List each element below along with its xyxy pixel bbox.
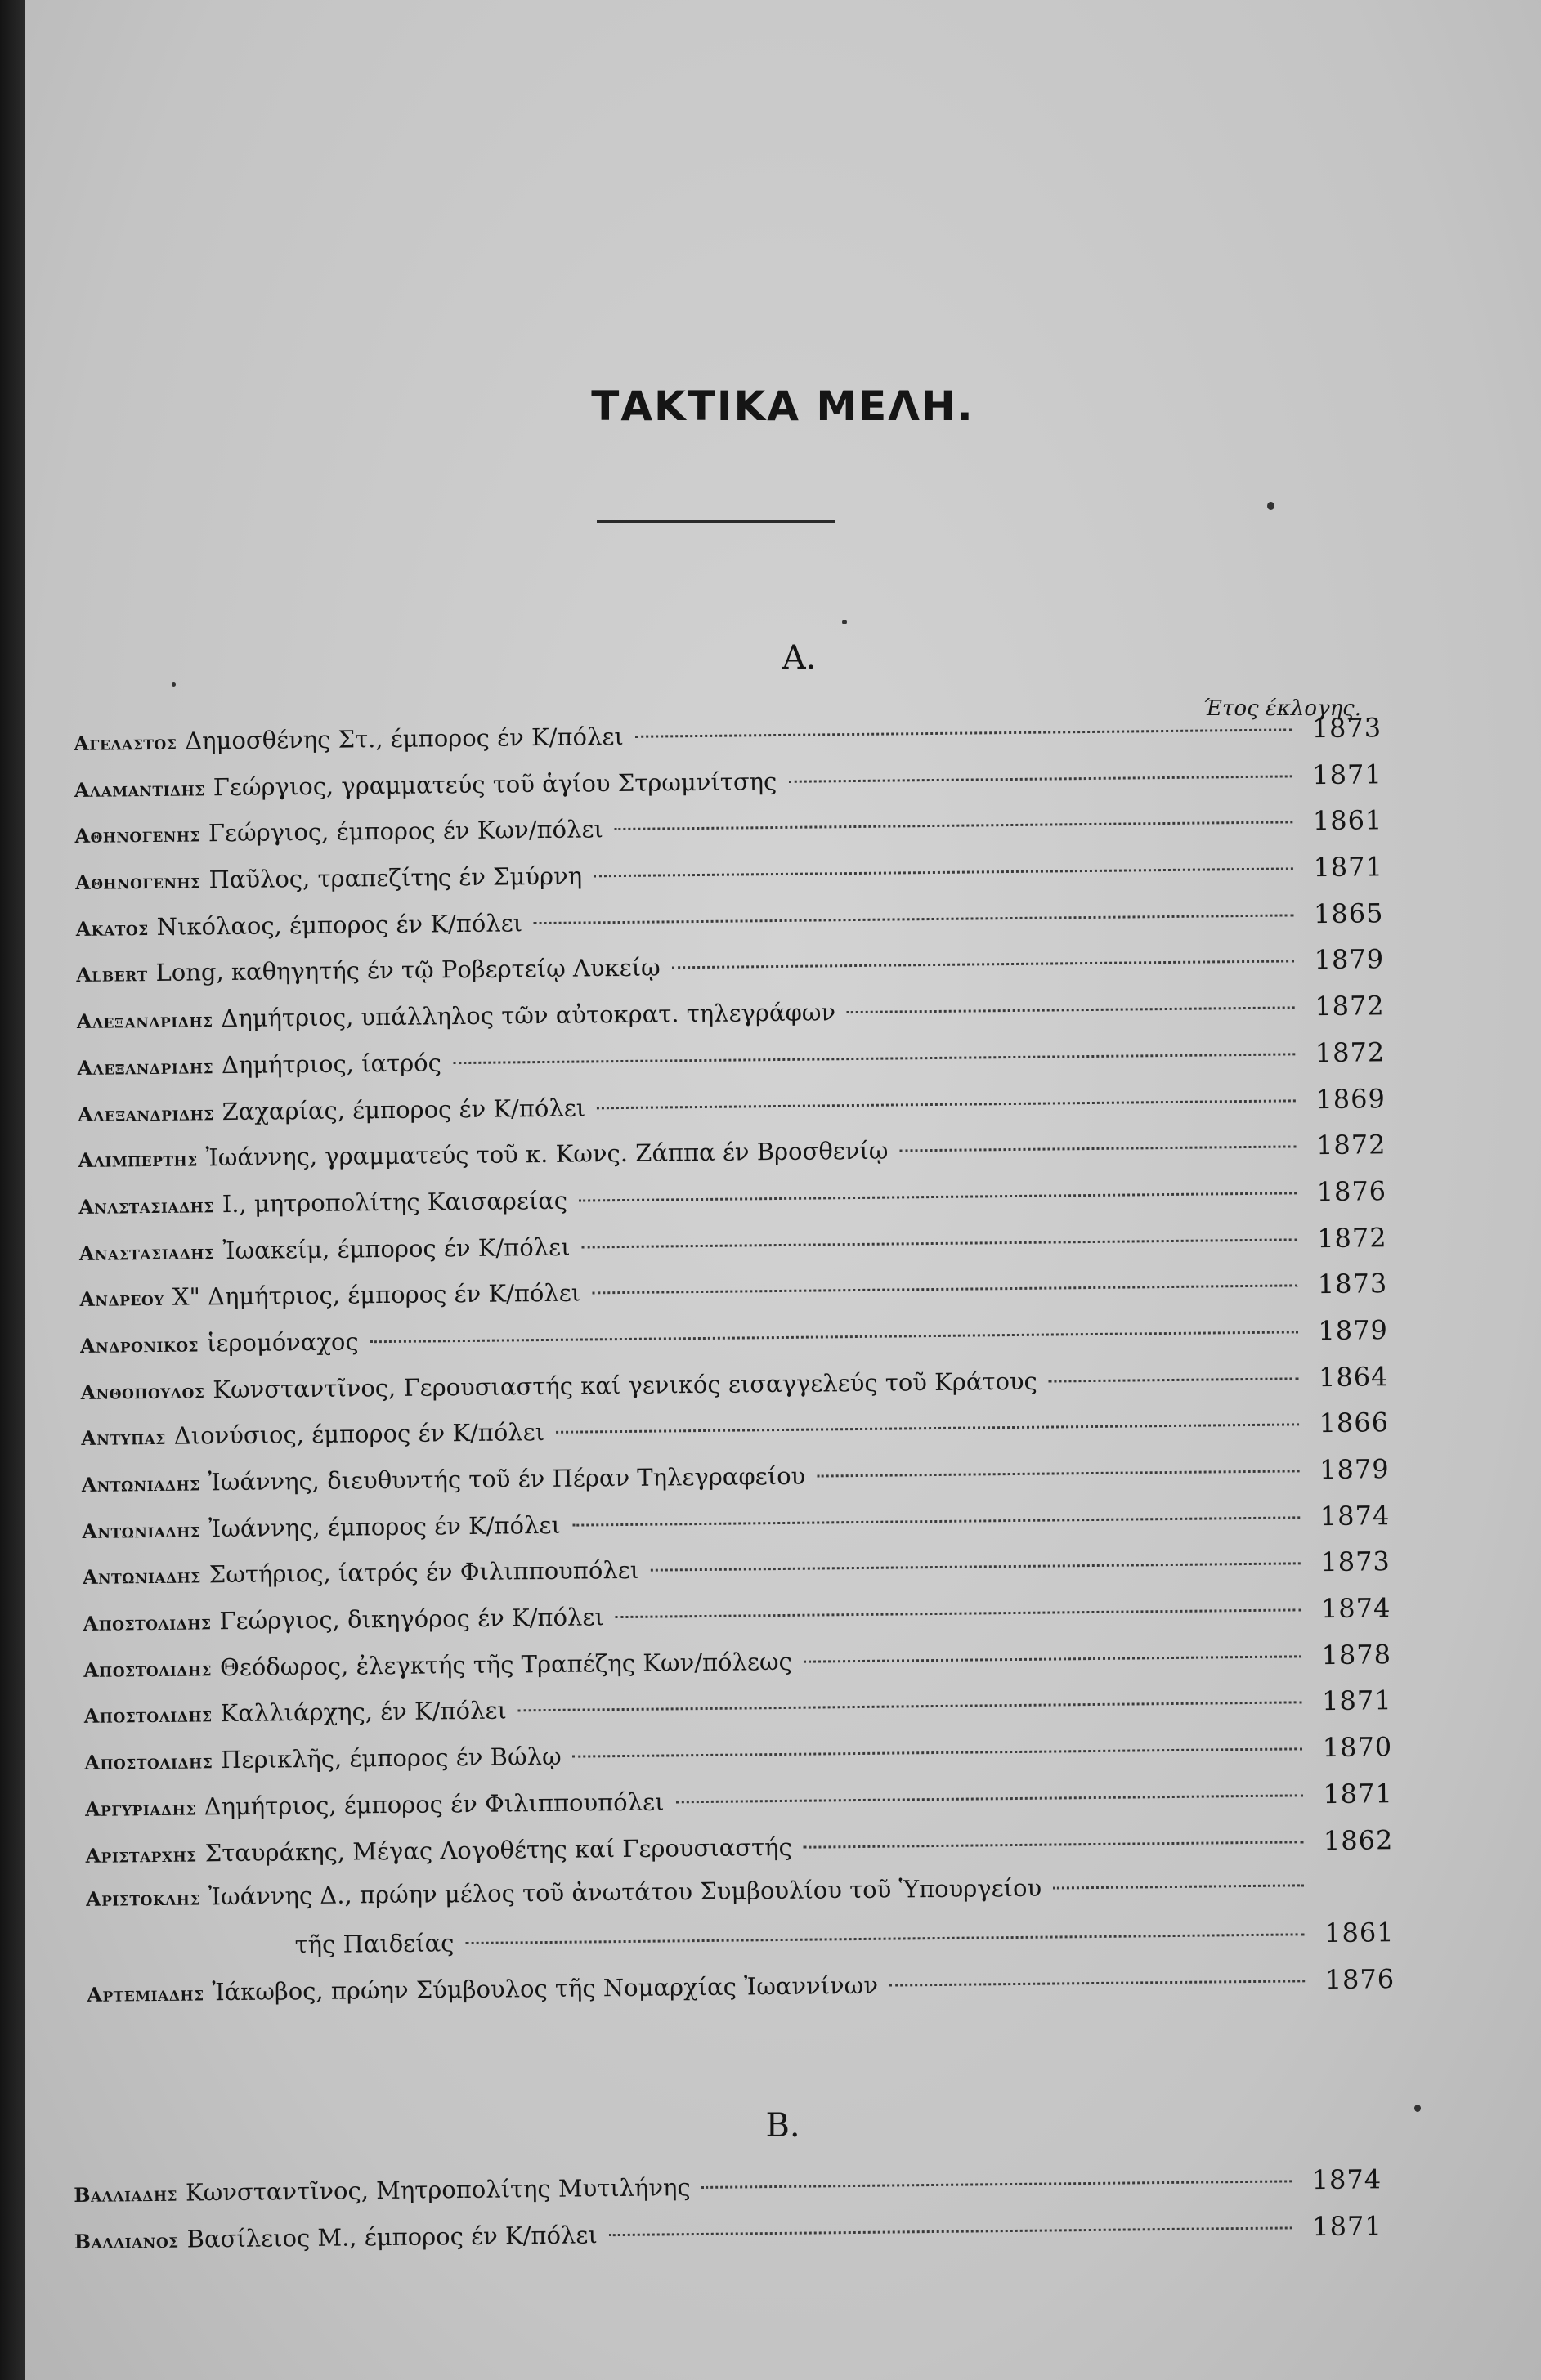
ink-speck <box>842 620 847 624</box>
election-year: 1873 <box>1317 1268 1388 1300</box>
election-year: 1866 <box>1319 1407 1390 1439</box>
dot-leader <box>651 1563 1301 1572</box>
member-surname: Ανθοπουλος <box>80 1378 205 1404</box>
member-surname: Αποστολιδης <box>83 1610 212 1636</box>
dot-leader <box>465 1933 1304 1944</box>
member-surname: Αντυπας <box>80 1425 166 1451</box>
dot-leader <box>556 1424 1299 1434</box>
member-surname: Αλεξανδριδης <box>77 1100 214 1126</box>
member-surname: Αρισταρχης <box>85 1841 197 1868</box>
member-description: Ζαχαρίας, έμπορος έν Κ/πόλει <box>222 1093 586 1125</box>
member-description: Περικλῆς, έμπορος έν Βώλῳ <box>220 1742 562 1774</box>
dot-leader <box>899 1146 1296 1152</box>
election-year: 1862 <box>1323 1823 1394 1856</box>
page-edge-shadow <box>0 0 25 2380</box>
member-surname: Albert <box>76 962 148 987</box>
election-year: 1872 <box>1317 1221 1387 1254</box>
election-year: 1861 <box>1324 1917 1395 1948</box>
election-year: 1871 <box>1313 851 1384 884</box>
document-page <box>25 0 1541 2380</box>
election-year: 1872 <box>1315 990 1385 1022</box>
member-description: Ἰωάννης, έμπορος έν Κ/πόλει <box>208 1510 561 1543</box>
member-description: Δημήτριος, έμπορος έν Φιλιππουπόλει <box>204 1787 665 1821</box>
election-year: 1871 <box>1312 758 1382 790</box>
dot-leader <box>597 1099 1296 1109</box>
election-year: 1879 <box>1314 943 1385 976</box>
member-surname: Ακατος <box>75 915 149 941</box>
member-surname: Αργυριαδης <box>84 1796 196 1821</box>
dot-leader <box>788 775 1292 782</box>
year-column-header: Έτος έκλογης. <box>1203 696 1361 721</box>
election-year: 1874 <box>1311 2163 1382 2196</box>
ink-speck <box>1414 2105 1421 2112</box>
member-description: Ἰωάννης, διευθυντής τοῦ έν Πέραν Τηλεγραφείου <box>208 1461 806 1496</box>
section-a-entries <box>74 712 1395 2023</box>
election-year: 1874 <box>1320 1592 1391 1625</box>
dot-leader <box>615 821 1293 831</box>
dot-leader <box>581 1238 1297 1248</box>
member-surname: Αγελαστος <box>74 730 177 755</box>
member-surname: Αναστασιαδης <box>78 1239 215 1265</box>
election-year: 1873 <box>1320 1546 1391 1578</box>
ink-speck <box>172 682 176 687</box>
election-year: 1861 <box>1312 804 1383 837</box>
election-year: 1864 <box>1318 1360 1389 1393</box>
election-year: 1869 <box>1315 1082 1386 1115</box>
member-surname: Αναστασιαδης <box>78 1193 214 1219</box>
dot-leader <box>453 1053 1295 1064</box>
member-surname: Βαλλιαδης <box>74 2181 178 2207</box>
member-surname: Αθηνογενης <box>74 869 201 895</box>
title-rule <box>597 520 835 523</box>
election-year: 1871 <box>1323 1777 1393 1810</box>
dot-leader <box>702 2180 1292 2189</box>
member-description: Δημήτριος, ίατρός <box>221 1049 442 1079</box>
member-description: Ἰωακείμ, έμπορος έν Κ/πόλει <box>222 1232 571 1264</box>
election-year: 1878 <box>1321 1638 1392 1671</box>
page-title: ΤΑΚΤΙΚΑ ΜΕΛΗ. <box>591 382 974 430</box>
dot-leader <box>572 1516 1300 1526</box>
member-description: Ι., μητροπολίτης Καισαρείας <box>222 1186 568 1219</box>
member-surname: Αντωνιαδης <box>82 1564 201 1590</box>
dot-leader <box>616 1608 1301 1618</box>
election-year <box>1315 1892 1394 1893</box>
member-surname: Αντωνιαδης <box>81 1471 200 1496</box>
election-year: 1876 <box>1324 1962 1395 1995</box>
dot-leader <box>672 960 1294 969</box>
member-description: Βασίλειος Μ., έμπορος έν Κ/πόλει <box>186 2220 598 2253</box>
member-description: Long, καθηγητής έν τῷ Ροβερτείῳ Λυκείῳ <box>155 953 661 987</box>
dot-leader <box>635 728 1292 737</box>
dot-leader <box>675 1794 1302 1803</box>
dot-leader <box>847 1007 1295 1014</box>
member-surname: Αρτεμιαδης <box>87 1980 204 2006</box>
member-description: Νικόλαος, έμπορος έν Κ/πόλει <box>156 909 523 941</box>
member-description: Κωνσταντῖνος, Μητροπολίτης Μυτιλήνης <box>185 2173 691 2207</box>
member-description: ἱερομόναχος <box>206 1327 359 1358</box>
member-description: τῆς Παιδείας <box>294 1929 455 1959</box>
member-description: Ἰωάννης Δ., πρώην μέλος τοῦ ἀνωτάτου Συμβουλίου τοῦ Ὑπουργείου <box>208 1873 1042 1911</box>
dot-leader <box>370 1331 1298 1343</box>
member-surname: Αλιμπερτης <box>78 1147 198 1173</box>
member-surname: Αλαμαντιδης <box>74 776 205 802</box>
member-surname: Ανδρεου <box>79 1286 165 1312</box>
member-surname: Αντωνιαδης <box>82 1518 201 1543</box>
dot-leader <box>592 1285 1297 1295</box>
section-heading-a: Α. <box>782 639 817 677</box>
member-description: Γεώργιος, γραμματεύς τοῦ ἁγίου Στρωμνίτσης <box>213 767 777 801</box>
member-surname: Αποστολιδης <box>83 1702 213 1729</box>
member-description: Γεώργιος, δικηγόρος έν Κ/πόλει <box>219 1603 604 1635</box>
member-description: Θεόδωρος, ἐλεγκτής τῆς Τραπέζης Κων/πόλεως <box>219 1647 792 1681</box>
member-description: Ἰάκωβος, πρώην Σύμβουλος τῆς Νομαρχίας Ἰωαννίνων <box>212 1971 879 2006</box>
dot-leader <box>1053 1885 1304 1890</box>
election-year: 1865 <box>1313 897 1384 929</box>
dot-leader <box>518 1702 1302 1712</box>
section-b-entries <box>74 2163 1382 2270</box>
member-description: Δημήτριος, υπάλληλος τῶν αὐτοκρατ. τηλεγράφων <box>221 998 836 1033</box>
member-surname: Αθηνογενης <box>74 822 201 848</box>
dot-leader <box>817 1470 1299 1477</box>
member-description: Σωτήριος, ίατρός έν Φιλιππουπόλει <box>208 1556 640 1589</box>
dot-leader <box>609 2226 1292 2236</box>
member-description: Σταυράκης, Μέγας Λογοθέτης καί Γερουσιαστής <box>204 1832 792 1867</box>
member-description: Καλλιάρχης, έν Κ/πόλει <box>220 1696 507 1728</box>
dot-leader <box>534 914 1294 924</box>
election-year: 1871 <box>1312 2209 1382 2242</box>
ink-speck <box>1267 502 1274 510</box>
election-year: 1879 <box>1318 1314 1389 1347</box>
election-year: 1876 <box>1316 1175 1387 1207</box>
dot-leader <box>594 867 1293 877</box>
election-year: 1872 <box>1315 1036 1386 1068</box>
section-heading-b: Β. <box>765 2107 800 2145</box>
member-surname: Αλεξανδριδης <box>77 1054 214 1080</box>
member-description: Κωνσταντῖνος, Γερουσιαστής καί γενικός εισαγγελεύς τοῦ Κράτους <box>213 1367 1037 1403</box>
member-description: Γεώργιος, έμπορος έν Κων/πόλει <box>208 815 603 848</box>
election-year: 1874 <box>1319 1499 1391 1532</box>
election-year: 1870 <box>1322 1731 1393 1764</box>
member-surname: Ανδρονικος <box>79 1332 199 1358</box>
member-description: Δημοσθένης Στ., έμπορος έν Κ/πόλει <box>185 722 624 755</box>
dot-leader <box>889 1980 1305 1986</box>
member-description: Παῦλος, τραπεζίτης έν Σμύρνη <box>208 861 583 894</box>
election-year: 1872 <box>1315 1129 1386 1161</box>
election-year: 1871 <box>1321 1684 1392 1717</box>
member-description: Ἰωάννης, γραμματεύς τοῦ κ. Κωνς. Ζάππα έν Βροσθενίῳ <box>205 1136 889 1172</box>
dot-leader <box>804 1655 1301 1662</box>
dot-leader <box>573 1747 1303 1757</box>
dot-leader <box>1049 1377 1299 1382</box>
election-year: 1873 <box>1311 712 1382 745</box>
member-surname: Αριστοκλης <box>85 1886 201 1912</box>
member-description: Χ" Δημήτριος, έμπορος έν Κ/πόλει <box>172 1278 581 1312</box>
dot-leader <box>579 1192 1297 1201</box>
member-description: Διονύσιος, έμπορος έν Κ/πόλει <box>173 1418 545 1451</box>
election-year: 1879 <box>1319 1453 1390 1486</box>
member-surname: Αλεξανδριδης <box>76 1008 213 1034</box>
dot-leader <box>804 1841 1304 1848</box>
member-surname: Αποστολιδης <box>83 1657 213 1682</box>
member-surname: Αποστολιδης <box>84 1749 213 1775</box>
member-surname: Βαλλιανος <box>74 2228 179 2253</box>
